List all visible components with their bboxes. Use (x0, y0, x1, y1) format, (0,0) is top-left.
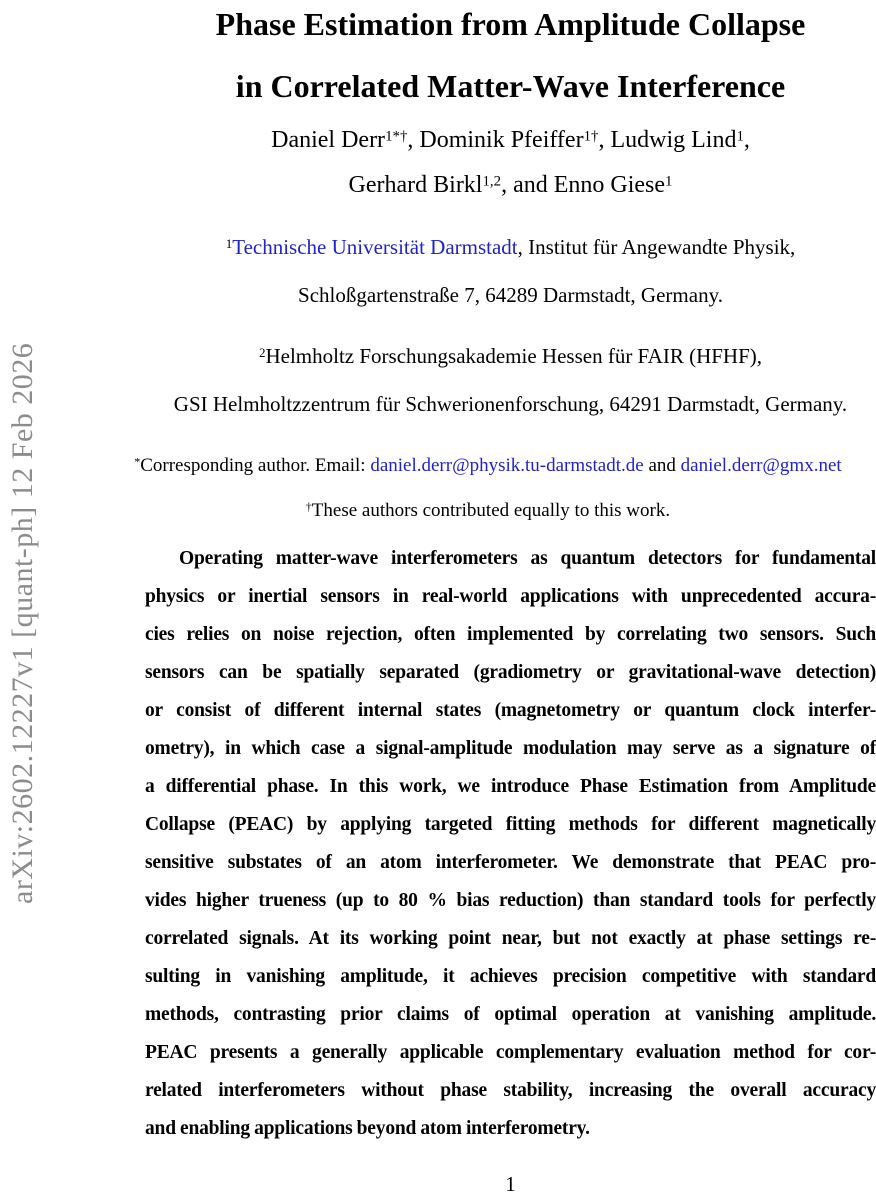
text-run: Daniel Derr (271, 127, 386, 153)
abstract-paragraph (145, 540, 876, 1148)
affiliation-2-line-1 (145, 332, 876, 380)
superscript-marker: 1 (225, 236, 233, 252)
affiliation-1-line-1 (145, 223, 876, 271)
affiliation-2 (145, 332, 876, 428)
affiliation-2-line-2 (145, 380, 876, 428)
text-run: and (643, 455, 681, 476)
abstract-line: cies relies on noise rejection, often implemented by correlating two sensors. Such (145, 624, 876, 645)
text-run: , (743, 127, 750, 153)
affiliation-1-line-2 (145, 271, 876, 319)
text-run: Schloßgartenstraße 7, 64289 Darmstadt, Germany. (298, 283, 723, 307)
text-run: , Dominik Pfeiffer (407, 127, 584, 153)
text-run: Helmholtz Forschungsakademie Hessen für FAIR (HFHF), (265, 344, 763, 368)
abstract-line: and enabling applications beyond atom interferometry. (145, 1118, 590, 1139)
footnotes (100, 443, 876, 533)
arxiv-watermark: arXiv:2602.12227v1 [quant-ph] 12 Feb 2026 (6, 342, 39, 904)
superscript-marker: 1 (736, 128, 744, 145)
abstract-line: Operating matter-wave interferometers as quantum detectors for fundamental (179, 548, 876, 569)
abstract-line: sensitive substates of an atom interferometer. We demonstrate that PEAC pro- (145, 852, 876, 873)
email-link-primary[interactable]: daniel.derr@physik.tu-darmstadt.de (370, 455, 644, 476)
authors-line-1 (145, 118, 876, 163)
abstract-line: sensors can be spatially separated (gradiometry or gravitational-wave detection) (145, 662, 876, 683)
superscript-marker: 2 (258, 345, 266, 361)
superscript-marker: 1,2 (482, 173, 502, 190)
university-link[interactable]: Technische Universität Darmstadt (232, 235, 518, 259)
abstract-line: vides higher trueness (up to 80 % bias reduction) than standard tools for perfectly (145, 890, 876, 911)
abstract-line: related interferometers without phase stability, increasing the overall accuracy (145, 1080, 876, 1101)
superscript-marker: 1*† (385, 128, 408, 145)
superscript-marker: 1 (665, 173, 673, 190)
equal-contribution-footnote (100, 488, 876, 533)
abstract-line: correlated signals. At its working point near, but not exactly at phase settings re- (145, 928, 876, 949)
paper-title (145, 0, 876, 117)
abstract-line: physics or inertial sensors in real-world applications with unprecedented accura- (145, 586, 876, 607)
abstract-line: a differential phase. In this work, we introduce Phase Estimation from Amplitude (145, 776, 876, 797)
text-run: These authors contributed equally to this work. (311, 500, 671, 521)
abstract-line: Collapse (PEAC) by applying targeted fitting methods for different magnetically (145, 814, 876, 835)
abstract-line: methods, contrasting prior claims of optimal operation at vanishing amplitude. (145, 1004, 876, 1025)
title-line-1: Phase Estimation from Amplitude Collapse (215, 6, 806, 42)
authors-line-2 (145, 163, 876, 208)
superscript-marker: † (305, 500, 312, 514)
page-number: 1 (505, 1172, 516, 1196)
text-run: , Ludwig Lind (598, 127, 737, 153)
email-link-secondary[interactable]: daniel.derr@gmx.net (680, 455, 842, 476)
abstract-line: or consist of different internal states (magnetometry or quantum clock interfer- (145, 700, 876, 721)
text-run: , Institut für Angewandte Physik, (517, 235, 796, 259)
title-line-2: in Correlated Matter-Wave Interference (235, 68, 786, 104)
author-list (145, 118, 876, 208)
abstract-line: ometry), in which case a signal-amplitude modulation may serve as a signature of (145, 738, 876, 759)
text-run: Gerhard Birkl (348, 172, 483, 198)
superscript-marker: 1† (583, 128, 599, 145)
text-run: Corresponding author. Email: (140, 455, 371, 476)
affiliation-1 (145, 223, 876, 319)
text-run: GSI Helmholtzzentrum für Schwerionenforschung, 64291 Darmstadt, Germany. (173, 392, 848, 416)
corresponding-author-footnote (100, 443, 876, 488)
superscript-marker: * (134, 455, 141, 469)
abstract-line: PEAC presents a generally applicable complementary evaluation method for cor- (145, 1042, 876, 1063)
text-run: , and Enno Giese (501, 172, 666, 198)
abstract-line: sulting in vanishing amplitude, it achieves precision competitive with standard (145, 966, 876, 987)
